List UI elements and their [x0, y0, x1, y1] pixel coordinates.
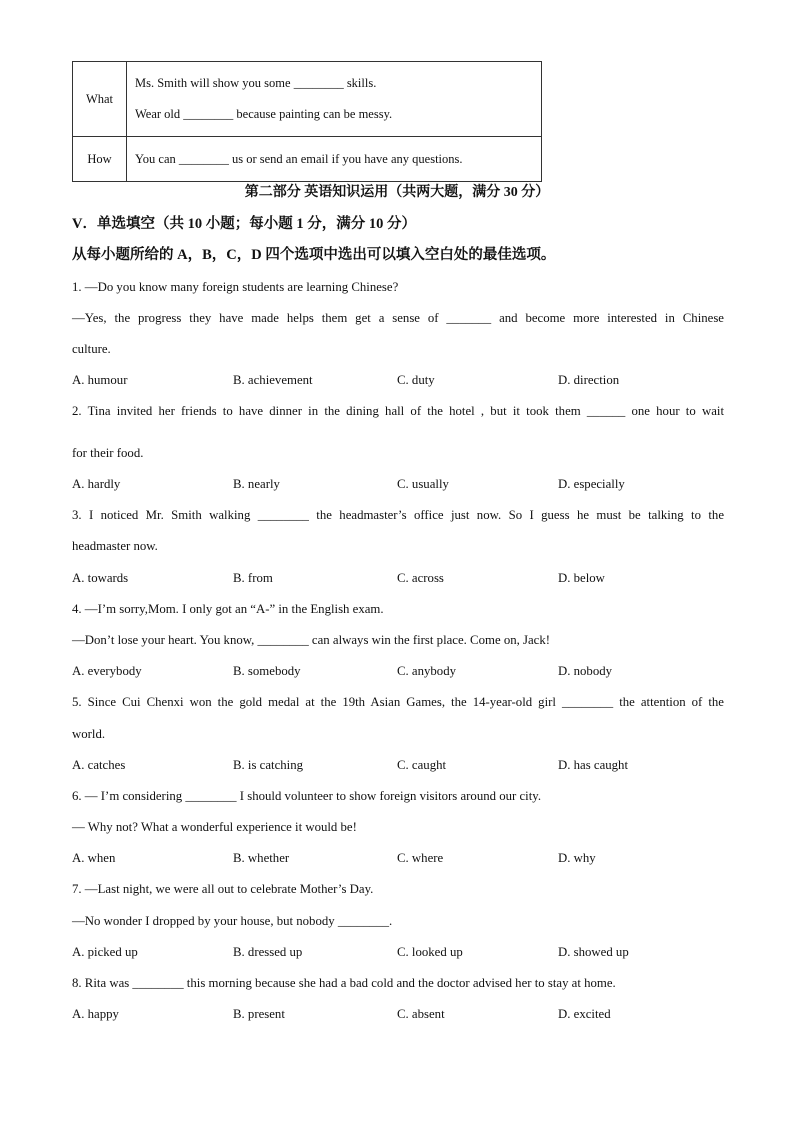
question-line: culture. [72, 342, 111, 356]
option-a: A. picked up [72, 945, 138, 959]
info-table [72, 61, 542, 182]
option-c: C. looked up [397, 945, 463, 959]
option-c: C. usually [397, 477, 449, 491]
option-d: D. below [558, 571, 605, 585]
option-c: C. caught [397, 758, 447, 772]
option-d: D. has caught [558, 758, 629, 772]
table-line: You can ________ us or send an email if you have any questions. [135, 151, 463, 166]
option-d: D. especially [558, 477, 625, 491]
table-row-label: How [73, 137, 127, 182]
option-b: B. dressed up [233, 945, 303, 959]
table-row-label: What [73, 62, 127, 137]
option-a: A. towards [72, 571, 129, 585]
part-heading: V．单选填空（共 10 小题；每小题 1 分，满分 10 分） [72, 216, 416, 232]
option-c: C. across [397, 571, 444, 585]
option-d: D. nobody [558, 664, 613, 678]
option-b: B. is catching [233, 758, 304, 772]
option-a: A. when [72, 851, 116, 865]
option-a: A. catches [72, 758, 126, 772]
question-line: world. [72, 727, 106, 741]
option-d: D. direction [558, 373, 620, 387]
option-a: A. humour [72, 373, 128, 387]
option-b: B. achievement [233, 373, 313, 387]
question-line: 5. Since Cui Chenxi won the gold medal at the 19th Asian Games, the 14-year-old girl ________ the attention of the [72, 695, 724, 709]
table-line: Wear old ________ because painting can be messy. [135, 107, 393, 121]
option-b: B. present [233, 1007, 285, 1021]
option-b: B. somebody [233, 664, 301, 678]
question-line: —Yes, the progress they have made helps them get a sense of _______ and become more interested in Chinese [72, 311, 724, 325]
table-row-content [127, 62, 542, 137]
question-line: 6. — I’m considering ________ I should volunteer to show foreign visitors around our city. [72, 789, 542, 803]
question-line: —Don’t lose your heart. You know, ________ can always win the first place. Come on, Jack! [72, 633, 551, 647]
question-line: 7. —Last night, we were all out to celebrate Mother’s Day. [72, 882, 374, 896]
table-row [73, 62, 542, 137]
question-line: for their food. [72, 446, 144, 460]
option-d: D. excited [558, 1007, 611, 1021]
option-b: B. nearly [233, 477, 280, 491]
instruction: 从每小题所给的 A，B，C，D 四个选项中选出可以填入空白处的最佳选项。 [72, 247, 556, 263]
question-line: 1. —Do you know many foreign students are learning Chinese? [72, 280, 399, 294]
option-b: B. from [233, 571, 273, 585]
question-line: 2. Tina invited her friends to have dinner in the dining hall of the hotel , but it took them ______ one hour to wait [72, 404, 724, 418]
table-row-content [127, 137, 542, 182]
question-line: — Why not? What a wonderful experience it would be! [72, 820, 357, 834]
option-a: A. happy [72, 1007, 119, 1021]
option-c: C. anybody [397, 664, 457, 678]
option-a: A. hardly [72, 477, 121, 491]
option-c: C. duty [397, 373, 435, 387]
table-row [73, 137, 542, 182]
question-line: headmaster now. [72, 539, 158, 553]
table-line: Ms. Smith will show you some ________ skills. [135, 76, 377, 90]
option-c: C. absent [397, 1007, 445, 1021]
question-line: —No wonder I dropped by your house, but nobody ________. [72, 914, 393, 928]
option-d: D. showed up [558, 945, 629, 959]
section-title: 第二部分 英语知识运用（共两大题，满分 30 分） [244, 185, 550, 200]
question-line: 4. —I’m sorry,Mom. I only got an “A-” in the English exam. [72, 602, 384, 616]
option-d: D. why [558, 851, 596, 865]
option-b: B. whether [233, 851, 290, 865]
question-line: 8. Rita was ________ this morning because she had a bad cold and the doctor advised her to stay at home. [72, 976, 616, 990]
option-c: C. where [397, 851, 444, 865]
option-a: A. everybody [72, 664, 142, 678]
question-line: 3. I noticed Mr. Smith walking ________ the headmaster’s office just now. So I guess he must be talking to the [72, 508, 724, 522]
